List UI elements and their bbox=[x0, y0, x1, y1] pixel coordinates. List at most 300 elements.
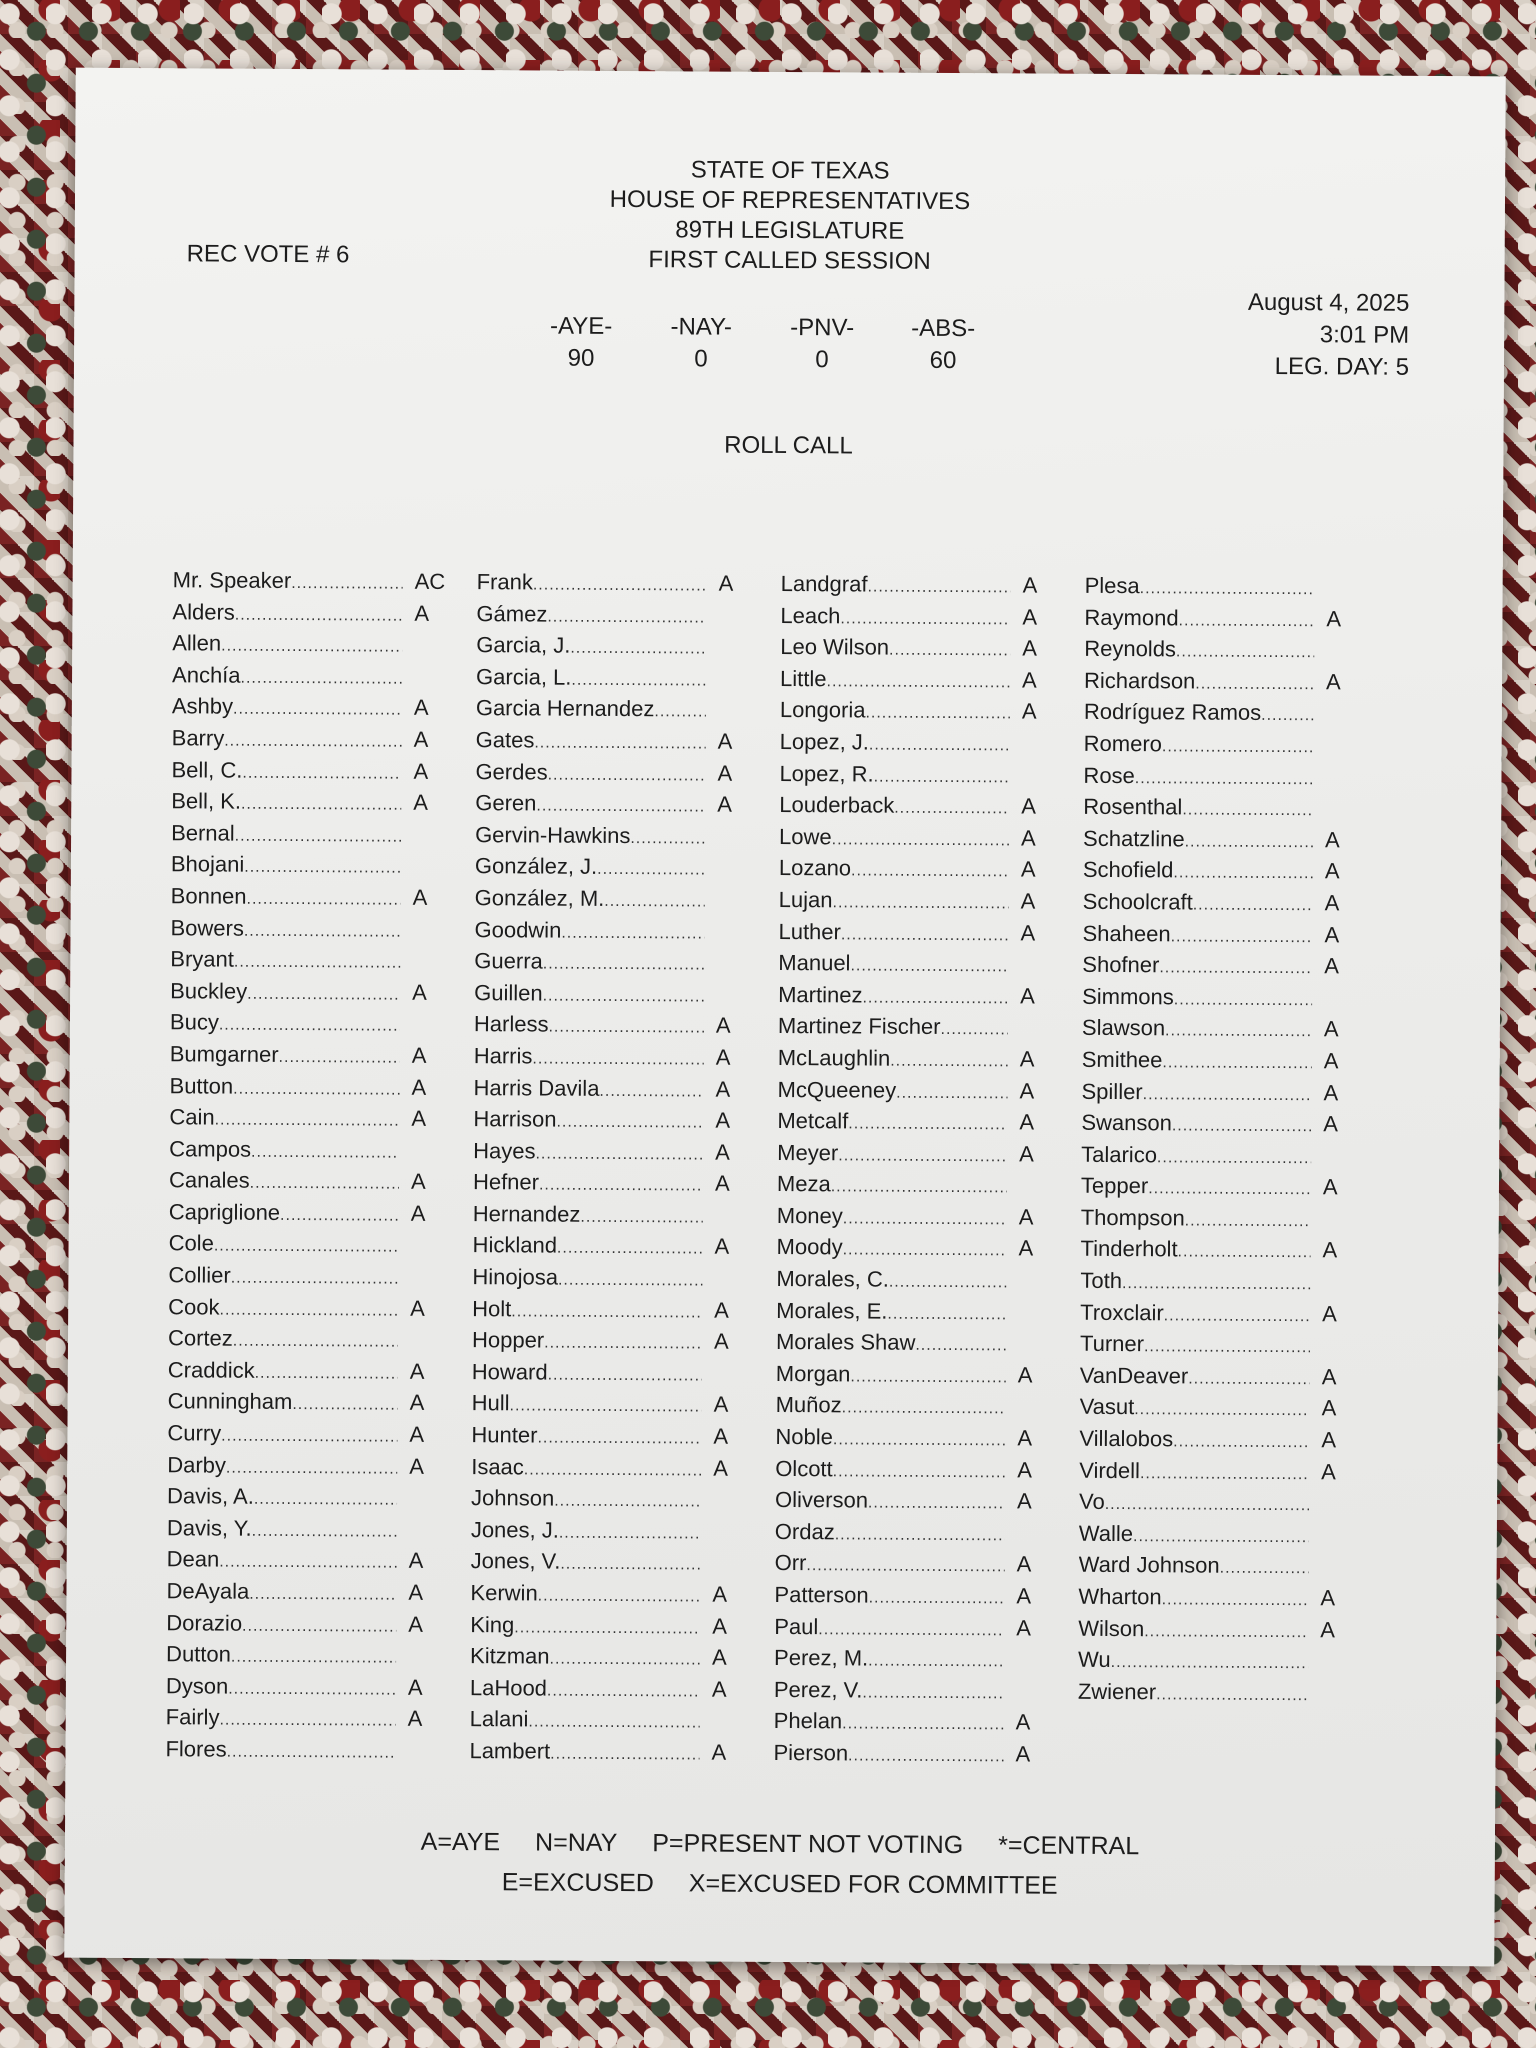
member-row bbox=[473, 1072, 763, 1105]
member-name: Olcott ..... bbox=[775, 1453, 1005, 1489]
member-name: Gates ..... bbox=[476, 724, 706, 760]
member-vote: A bbox=[712, 1613, 728, 1639]
member-name: King ..... bbox=[470, 1609, 700, 1645]
member-name: Garcia, L. ..... bbox=[476, 661, 706, 697]
member-vote: A bbox=[1019, 1046, 1035, 1072]
member-name: Schoolcraft ..... bbox=[1083, 886, 1313, 922]
member-vote: A bbox=[411, 1074, 427, 1100]
member-row bbox=[1083, 854, 1373, 887]
member-name: Howard ..... bbox=[472, 1356, 702, 1392]
member-name: Ward Johnson ..... bbox=[1079, 1549, 1309, 1585]
member-row bbox=[777, 1073, 1067, 1106]
member-vote: A bbox=[1322, 1174, 1338, 1200]
rec-vote-number: REC VOTE # 6 bbox=[186, 240, 350, 269]
member-row bbox=[777, 1168, 1067, 1201]
member-name: Frank ..... bbox=[477, 566, 707, 602]
member-name: Turner ..... bbox=[1080, 1328, 1310, 1364]
member-name: Kitzman ..... bbox=[470, 1640, 700, 1676]
member-name: Troxclair ..... bbox=[1080, 1296, 1310, 1332]
member-name: Hunter ..... bbox=[471, 1419, 701, 1455]
legend-pnv: P=PRESENT NOT VOTING bbox=[652, 1829, 964, 1860]
member-row bbox=[171, 880, 461, 913]
member-name: González, M. ..... bbox=[475, 882, 705, 918]
member-name: Gervin-Hawkins ..... bbox=[475, 819, 705, 855]
member-vote: A bbox=[407, 1706, 423, 1732]
member-row bbox=[168, 1386, 458, 1419]
member-vote: A bbox=[413, 695, 429, 721]
member-name: Muñoz ..... bbox=[776, 1389, 1006, 1425]
member-name: Dean ..... bbox=[167, 1544, 397, 1580]
member-row bbox=[1078, 1612, 1368, 1645]
member-vote: A bbox=[409, 1453, 425, 1479]
member-row bbox=[470, 1703, 760, 1736]
member-row bbox=[1084, 696, 1374, 729]
member-row bbox=[1082, 981, 1372, 1014]
member-row bbox=[171, 817, 461, 850]
member-row bbox=[472, 1293, 762, 1326]
member-row bbox=[1083, 823, 1373, 856]
member-name: Guerra ..... bbox=[474, 945, 704, 981]
member-row bbox=[476, 724, 766, 757]
member-row bbox=[1079, 1454, 1369, 1487]
member-row bbox=[781, 568, 1071, 601]
member-vote: A bbox=[1323, 1111, 1339, 1137]
member-row bbox=[168, 1322, 458, 1355]
member-vote: A bbox=[410, 1295, 425, 1321]
member-vote: A bbox=[411, 1105, 427, 1131]
member-name: Walle ..... bbox=[1079, 1518, 1309, 1554]
member-name: Bowers ..... bbox=[170, 912, 400, 948]
tally-label: -PNV- bbox=[790, 314, 855, 342]
member-name: Swanson ..... bbox=[1081, 1107, 1311, 1143]
member-vote: A bbox=[713, 1423, 729, 1449]
vote-time: 3:01 PM bbox=[1319, 321, 1410, 349]
member-name: Button ..... bbox=[169, 1070, 399, 1106]
member-vote: A bbox=[1015, 1741, 1031, 1767]
member-vote: A bbox=[412, 979, 427, 1005]
member-row bbox=[773, 1737, 1063, 1770]
member-vote: A bbox=[714, 1297, 729, 1323]
member-row bbox=[471, 1451, 761, 1484]
member-vote: A bbox=[408, 1579, 424, 1605]
member-vote: A bbox=[717, 728, 733, 754]
member-name: Plesa ..... bbox=[1085, 570, 1315, 606]
member-name: Bucy ..... bbox=[170, 1007, 400, 1043]
member-name: Wharton ..... bbox=[1078, 1581, 1308, 1617]
member-vote: A bbox=[715, 1044, 731, 1070]
header-legislature: 89TH LEGISLATURE bbox=[675, 216, 905, 245]
member-name: Buckley ..... bbox=[170, 975, 400, 1011]
member-vote: A bbox=[714, 1170, 730, 1196]
member-name: Tepper ..... bbox=[1081, 1170, 1311, 1206]
member-name: Allen ..... bbox=[172, 627, 402, 663]
member-row bbox=[1081, 1202, 1371, 1235]
member-row bbox=[1078, 1676, 1368, 1709]
member-name: DeAyala ..... bbox=[166, 1575, 396, 1611]
member-vote: A bbox=[407, 1674, 423, 1700]
member-name: Vasut ..... bbox=[1080, 1391, 1310, 1427]
member-name: Noble ..... bbox=[775, 1421, 1005, 1457]
member-name: Dorazio ..... bbox=[166, 1607, 396, 1643]
tally-pnv bbox=[777, 312, 867, 377]
member-row bbox=[778, 915, 1068, 948]
member-row bbox=[169, 1101, 459, 1134]
member-row bbox=[476, 629, 766, 662]
member-name: Hickland ..... bbox=[472, 1230, 702, 1266]
member-row bbox=[1080, 1233, 1370, 1266]
member-row bbox=[172, 627, 462, 660]
member-name: Meyer ..... bbox=[777, 1137, 1007, 1173]
member-vote: A bbox=[1016, 1488, 1032, 1514]
member-name: Craddick ..... bbox=[168, 1354, 398, 1390]
member-vote: A bbox=[1321, 1364, 1337, 1390]
member-vote: A bbox=[712, 1644, 727, 1670]
member-row bbox=[1083, 759, 1373, 792]
member-row bbox=[776, 1231, 1066, 1264]
member-row bbox=[1081, 1107, 1371, 1140]
member-name: Morales Shaw ..... bbox=[776, 1326, 1006, 1362]
member-name: Goodwin ..... bbox=[474, 914, 704, 950]
member-row bbox=[1084, 665, 1374, 698]
member-row bbox=[172, 722, 462, 755]
member-name: Bell, K. ..... bbox=[171, 785, 401, 821]
member-row bbox=[778, 947, 1068, 980]
member-row bbox=[1080, 1391, 1370, 1424]
member-name: Holt ..... bbox=[472, 1293, 702, 1329]
member-name: Cunningham ..... bbox=[168, 1386, 398, 1422]
member-name: Morales, C. ..... bbox=[776, 1263, 1006, 1299]
member-row bbox=[1079, 1423, 1369, 1456]
member-row bbox=[777, 1105, 1067, 1138]
member-row bbox=[777, 1200, 1067, 1233]
member-name: Vo ..... bbox=[1079, 1486, 1309, 1522]
member-name: Meza ..... bbox=[777, 1168, 1007, 1204]
tally-label: -AYE- bbox=[550, 312, 613, 340]
member-name: Villalobos ..... bbox=[1079, 1423, 1309, 1459]
member-row bbox=[775, 1453, 1065, 1486]
member-name: Garcia Hernandez ..... bbox=[476, 692, 706, 728]
member-row bbox=[776, 1295, 1066, 1328]
member-row bbox=[774, 1674, 1064, 1707]
member-name: Thompson ..... bbox=[1081, 1202, 1311, 1238]
member-name: Isaac ..... bbox=[471, 1451, 701, 1487]
roll-column-2 bbox=[469, 566, 766, 1768]
member-row bbox=[167, 1417, 457, 1450]
member-vote: A bbox=[715, 1139, 730, 1165]
member-name: Reynolds ..... bbox=[1084, 633, 1314, 669]
member-name: Schofield ..... bbox=[1083, 854, 1313, 890]
member-row bbox=[171, 849, 461, 882]
member-name: Oliverson ..... bbox=[775, 1484, 1005, 1520]
member-name: Hayes ..... bbox=[473, 1135, 703, 1171]
member-row bbox=[474, 977, 764, 1010]
member-vote: A bbox=[1320, 1616, 1336, 1642]
member-name: Curry ..... bbox=[167, 1417, 397, 1453]
member-row bbox=[1084, 728, 1374, 761]
member-vote: A bbox=[409, 1390, 425, 1416]
member-row bbox=[168, 1259, 458, 1292]
member-name: Manuel ..... bbox=[778, 947, 1008, 983]
member-name: Lambert ..... bbox=[469, 1735, 699, 1771]
member-vote: A bbox=[1019, 1077, 1035, 1104]
member-row bbox=[1080, 1328, 1370, 1361]
member-name: Virdell ..... bbox=[1079, 1454, 1309, 1490]
member-row bbox=[775, 1516, 1065, 1549]
member-name: Davis, A. ..... bbox=[167, 1480, 397, 1516]
member-name: Canales ..... bbox=[169, 1165, 399, 1201]
member-name: Shaheen ..... bbox=[1082, 917, 1312, 953]
member-vote: AC bbox=[414, 568, 446, 594]
member-name: Hull ..... bbox=[472, 1388, 702, 1424]
tally-value: 60 bbox=[929, 346, 957, 375]
member-vote: A bbox=[712, 1581, 728, 1607]
member-name: Hefner ..... bbox=[473, 1166, 703, 1202]
member-row bbox=[472, 1356, 762, 1389]
member-name: Louderback ..... bbox=[779, 789, 1009, 825]
member-row bbox=[1080, 1296, 1370, 1329]
member-name: Gerdes ..... bbox=[475, 756, 705, 792]
member-vote: A bbox=[1021, 667, 1037, 693]
member-vote: A bbox=[1017, 1362, 1033, 1388]
member-name: Cortez ..... bbox=[168, 1322, 398, 1358]
member-name: Hernandez ..... bbox=[473, 1198, 703, 1234]
legend-line-2 bbox=[65, 1866, 1495, 1904]
member-vote: A bbox=[410, 1168, 426, 1195]
member-vote: A bbox=[1016, 1615, 1032, 1641]
member-name: Simmons ..... bbox=[1082, 981, 1312, 1017]
member-row bbox=[1078, 1644, 1368, 1677]
member-vote: A bbox=[1322, 1237, 1338, 1263]
member-vote: A bbox=[1324, 921, 1340, 947]
member-name: Pierson ..... bbox=[773, 1737, 1003, 1773]
member-row bbox=[1078, 1581, 1368, 1614]
member-row bbox=[472, 1324, 762, 1357]
member-name: Orr ..... bbox=[775, 1547, 1005, 1583]
member-row bbox=[776, 1358, 1066, 1391]
member-name: Perez, V. ..... bbox=[774, 1674, 1004, 1710]
member-row bbox=[1082, 1012, 1372, 1045]
member-row bbox=[169, 1070, 459, 1103]
tally-nay bbox=[656, 311, 746, 376]
member-name: Bryant ..... bbox=[170, 943, 400, 979]
legend-excused-committee: X=EXCUSED FOR COMMITTEE bbox=[688, 1869, 1058, 1900]
member-row bbox=[1079, 1518, 1369, 1551]
member-row bbox=[778, 1042, 1068, 1075]
member-vote: A bbox=[408, 1611, 424, 1637]
member-vote: A bbox=[1022, 635, 1038, 661]
member-row bbox=[780, 600, 1070, 633]
member-name: Lujan ..... bbox=[779, 884, 1009, 920]
member-vote: A bbox=[715, 1107, 731, 1133]
member-vote: A bbox=[1022, 572, 1038, 598]
member-row bbox=[472, 1261, 762, 1294]
legend-aye: A=AYE bbox=[420, 1827, 501, 1857]
member-name: Ordaz ..... bbox=[775, 1516, 1005, 1552]
member-name: Johnson ..... bbox=[471, 1482, 701, 1518]
member-vote: A bbox=[409, 1358, 425, 1384]
legend-central: *=CENTRAL bbox=[998, 1831, 1140, 1861]
member-vote: A bbox=[1017, 1457, 1033, 1483]
member-vote: A bbox=[1324, 953, 1340, 979]
member-row bbox=[779, 821, 1069, 854]
roll-column-3 bbox=[773, 568, 1070, 1770]
member-name: Leo Wilson ..... bbox=[780, 631, 1010, 667]
member-row bbox=[475, 850, 765, 883]
member-name: Slawson ..... bbox=[1082, 1012, 1312, 1048]
member-name: McQueeney ..... bbox=[777, 1073, 1007, 1109]
member-name: Cook ..... bbox=[168, 1291, 398, 1327]
member-row bbox=[780, 726, 1070, 759]
member-name: Mr. Speaker ..... bbox=[173, 564, 403, 600]
member-row bbox=[1082, 1044, 1372, 1077]
member-name: Darby ..... bbox=[167, 1449, 397, 1485]
member-row bbox=[1079, 1486, 1369, 1519]
member-name: Shofner ..... bbox=[1082, 949, 1312, 985]
member-name: Barry ..... bbox=[172, 722, 402, 758]
member-name: Harris Davila ..... bbox=[473, 1072, 703, 1108]
member-vote: A bbox=[1325, 827, 1340, 853]
member-row bbox=[780, 663, 1070, 696]
header-house: HOUSE OF REPRESENTATIVES bbox=[609, 185, 971, 216]
member-name: Alders ..... bbox=[172, 596, 402, 632]
member-vote: A bbox=[1018, 1204, 1034, 1230]
member-name: Ashby ..... bbox=[172, 691, 402, 727]
member-row bbox=[170, 975, 460, 1008]
member-row bbox=[474, 914, 764, 947]
member-vote: A bbox=[1321, 1427, 1337, 1453]
member-name: González, J. ..... bbox=[475, 850, 705, 886]
member-vote: A bbox=[718, 570, 734, 596]
tally-value: 0 bbox=[694, 345, 708, 373]
member-row bbox=[779, 852, 1069, 885]
member-vote: A bbox=[1322, 1300, 1337, 1327]
member-name: Romero ..... bbox=[1084, 728, 1314, 764]
member-vote: A bbox=[1320, 1585, 1336, 1611]
member-name: Jones, J. ..... bbox=[471, 1514, 701, 1550]
member-row bbox=[1083, 886, 1373, 919]
member-row bbox=[779, 758, 1069, 791]
member-name: Fairly ..... bbox=[166, 1702, 396, 1738]
member-vote: A bbox=[715, 1076, 731, 1102]
tally-abs bbox=[898, 313, 988, 378]
member-vote: A bbox=[408, 1548, 424, 1574]
member-name: Bonnen ..... bbox=[171, 880, 401, 916]
member-row bbox=[1079, 1549, 1369, 1582]
member-vote: A bbox=[1016, 1551, 1032, 1577]
member-vote: A bbox=[1015, 1709, 1031, 1735]
member-row bbox=[475, 882, 765, 915]
member-vote: A bbox=[1017, 1425, 1033, 1451]
member-row bbox=[469, 1735, 759, 1768]
member-row bbox=[165, 1733, 455, 1766]
member-row bbox=[470, 1640, 760, 1673]
member-row bbox=[776, 1326, 1066, 1359]
member-row bbox=[172, 659, 462, 692]
member-vote: A bbox=[713, 1328, 729, 1354]
member-name: Guillen ..... bbox=[474, 977, 704, 1013]
member-vote: A bbox=[1020, 856, 1036, 882]
member-vote: A bbox=[1020, 919, 1036, 946]
member-row bbox=[475, 819, 765, 852]
member-row bbox=[471, 1482, 761, 1515]
member-row bbox=[774, 1705, 1064, 1738]
member-name: Flores ..... bbox=[165, 1733, 395, 1769]
member-name: Bhojani ..... bbox=[171, 849, 401, 885]
member-row bbox=[477, 566, 767, 599]
member-name: Jones, V. ..... bbox=[471, 1545, 701, 1581]
member-name: Richardson ..... bbox=[1084, 665, 1314, 701]
member-vote: A bbox=[411, 1042, 427, 1068]
member-vote: A bbox=[713, 1392, 729, 1418]
member-vote: A bbox=[1325, 669, 1341, 695]
member-row bbox=[169, 1165, 459, 1198]
member-vote: A bbox=[1021, 825, 1036, 851]
member-row bbox=[166, 1575, 456, 1608]
member-name: Cole ..... bbox=[168, 1228, 398, 1264]
member-row bbox=[470, 1577, 760, 1610]
member-vote: A bbox=[1020, 888, 1036, 914]
member-name: Raymond ..... bbox=[1084, 601, 1314, 637]
member-name: Moody ..... bbox=[776, 1231, 1006, 1267]
member-name: Geren ..... bbox=[475, 787, 705, 823]
member-vote: A bbox=[711, 1676, 727, 1702]
member-row bbox=[1082, 949, 1372, 982]
member-row bbox=[776, 1263, 1066, 1296]
member-row bbox=[167, 1512, 457, 1545]
member-row bbox=[167, 1480, 457, 1513]
member-row bbox=[173, 564, 463, 597]
member-vote: A bbox=[1022, 604, 1038, 630]
tally-aye bbox=[536, 310, 626, 375]
member-name: Longoria ..... bbox=[780, 694, 1010, 730]
member-vote: A bbox=[711, 1739, 727, 1765]
member-name: Schatzline ..... bbox=[1083, 823, 1313, 859]
member-name: McLaughlin ..... bbox=[778, 1042, 1008, 1078]
member-name: Money ..... bbox=[777, 1200, 1007, 1236]
member-row bbox=[775, 1484, 1065, 1517]
member-name: Lozano ..... bbox=[779, 852, 1009, 888]
member-name: Bell, C. ..... bbox=[171, 754, 401, 790]
member-vote: A bbox=[1321, 1395, 1337, 1421]
member-name: Harris ..... bbox=[474, 1040, 704, 1076]
member-name: Martinez Fischer ..... bbox=[778, 1010, 1008, 1046]
member-row bbox=[169, 1133, 459, 1166]
member-name: Luther ..... bbox=[778, 915, 1008, 951]
member-name: Harrison ..... bbox=[473, 1103, 703, 1139]
member-vote: A bbox=[409, 1421, 425, 1447]
member-row bbox=[166, 1702, 456, 1735]
member-name: Perez, M. ..... bbox=[774, 1642, 1004, 1678]
member-vote: A bbox=[1324, 858, 1340, 884]
member-row bbox=[473, 1135, 763, 1168]
member-name: Rose ..... bbox=[1083, 759, 1313, 795]
member-row bbox=[1080, 1265, 1370, 1298]
member-vote: A bbox=[1323, 1016, 1339, 1042]
tally-label: -NAY- bbox=[670, 313, 732, 341]
roll-call-sheet bbox=[64, 68, 1506, 1967]
member-row bbox=[1084, 633, 1374, 666]
member-vote: A bbox=[414, 600, 430, 626]
member-row bbox=[1081, 1138, 1371, 1171]
roll-call-title: ROLL CALL bbox=[724, 431, 853, 460]
member-vote: A bbox=[1323, 1079, 1339, 1105]
member-vote: A bbox=[410, 1200, 426, 1226]
member-row bbox=[170, 1007, 460, 1040]
member-vote: A bbox=[413, 789, 429, 815]
member-vote: A bbox=[1019, 1109, 1035, 1135]
member-name: Landgraf ..... bbox=[781, 568, 1011, 604]
member-row bbox=[776, 1389, 1066, 1422]
